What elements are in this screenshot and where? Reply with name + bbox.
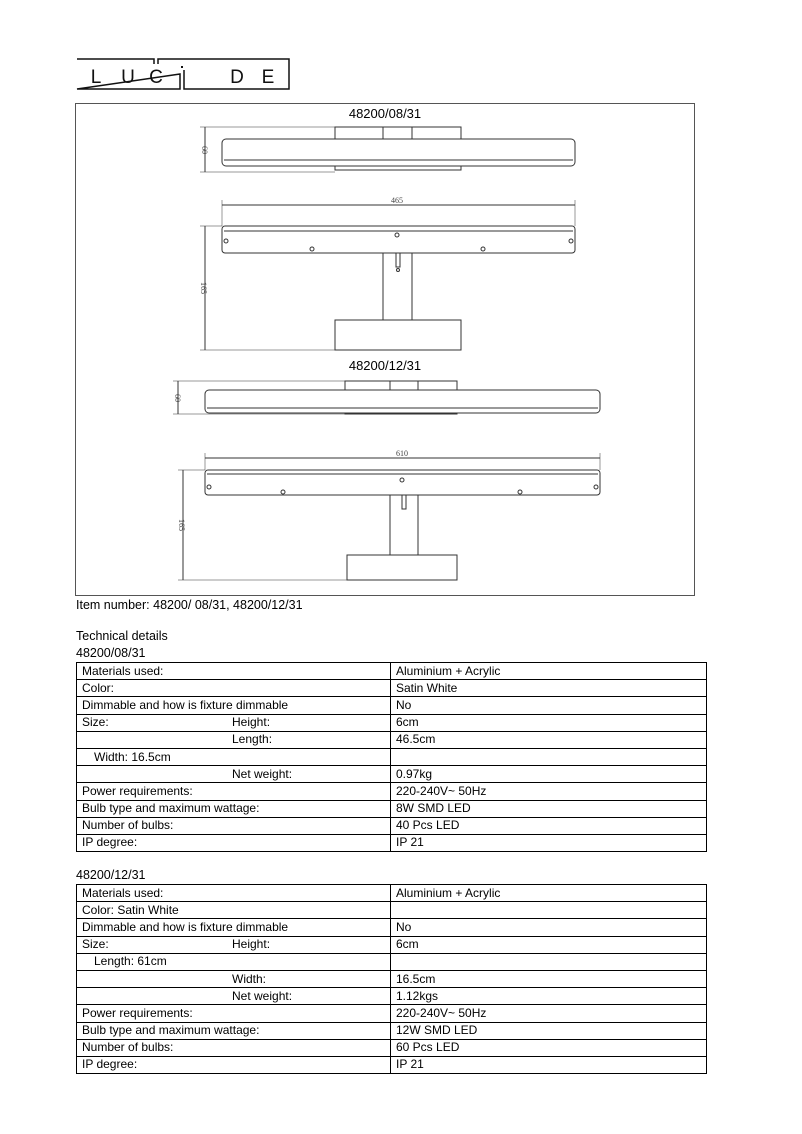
- spec-sublabel: Net weight:: [232, 988, 293, 1003]
- spec-value: IP 21: [391, 834, 707, 851]
- spec-value: [391, 748, 707, 765]
- spec-label: [77, 783, 391, 800]
- spec-value: IP 21: [391, 1056, 707, 1073]
- spec-label: [77, 953, 391, 970]
- spec-sublabel: Height:: [232, 937, 271, 952]
- spec-label-text: Dimmable and how is fixture dimmable: [82, 697, 289, 712]
- svg-text:U: U: [121, 67, 135, 88]
- spec-value: 46.5cm: [391, 731, 707, 748]
- spec-label-text: Materials used:: [82, 663, 164, 678]
- spec-sublabel: Width:: [232, 971, 267, 986]
- spec-value: Satin White: [391, 680, 707, 697]
- table-row: [77, 766, 707, 783]
- spec-label: [77, 1005, 391, 1022]
- spec-label: [77, 902, 391, 919]
- spec-label: [77, 936, 391, 953]
- table-heading-1: 48200/08/31: [76, 646, 146, 660]
- spec-value: 8W SMD LED: [391, 800, 707, 817]
- spec-label-text: Power requirements:: [82, 783, 193, 798]
- spec-label: [77, 1022, 391, 1039]
- spec-table-2: [76, 884, 707, 1074]
- depth-dim-2: 165: [177, 519, 186, 531]
- spec-label-text: Size:: [82, 715, 109, 730]
- spec-label: [77, 680, 391, 697]
- spec-value: [391, 902, 707, 919]
- table-row: [77, 988, 707, 1005]
- table-row: [77, 936, 707, 953]
- top-view-1: [200, 127, 575, 172]
- table-row: [77, 919, 707, 936]
- spec-value: 220-240V~ 50Hz: [391, 1005, 707, 1022]
- table-row: [77, 783, 707, 800]
- spec-label: [77, 1056, 391, 1073]
- spec-label-text: IP degree:: [82, 835, 138, 850]
- spec-value: 6cm: [391, 714, 707, 731]
- spec-label: [77, 919, 391, 936]
- table-row: [77, 1056, 707, 1073]
- spec-label-text: Number of bulbs:: [82, 1040, 174, 1055]
- table-row: [77, 834, 707, 851]
- svg-text:C: C: [149, 67, 163, 88]
- drawing-title-1: 48200/08/31: [348, 106, 422, 121]
- table-row: [77, 697, 707, 714]
- table-row: [77, 680, 707, 697]
- spec-label: [77, 834, 391, 851]
- spec-value: Aluminium + Acrylic: [391, 885, 707, 902]
- spec-label: [77, 748, 391, 765]
- spec-label-text: Bulb type and maximum wattage:: [82, 801, 260, 816]
- spec-label-text: Color: Satin White: [82, 902, 179, 917]
- spec-sublabel: Net weight:: [232, 766, 293, 781]
- height-dim-2: 60: [173, 394, 182, 402]
- table-row: [77, 800, 707, 817]
- spec-label: [77, 766, 391, 783]
- spec-value: 0.97kg: [391, 766, 707, 783]
- spec-value: No: [391, 697, 707, 714]
- table-row: [77, 1022, 707, 1039]
- spec-label: [77, 817, 391, 834]
- spec-value: 6cm: [391, 936, 707, 953]
- svg-text:E: E: [261, 67, 275, 88]
- spec-label: [77, 970, 391, 987]
- spec-label-text: Bulb type and maximum wattage:: [82, 1023, 260, 1038]
- spec-value: [391, 953, 707, 970]
- spec-value: 40 Pcs LED: [391, 817, 707, 834]
- spec-label: [77, 988, 391, 1005]
- side-view-2: [178, 453, 600, 580]
- spec-label: [77, 800, 391, 817]
- spec-value: Aluminium + Acrylic: [391, 663, 707, 680]
- top-view-2: [173, 381, 600, 414]
- table-row: [77, 748, 707, 765]
- table-row: [77, 953, 707, 970]
- spec-value: No: [391, 919, 707, 936]
- spec-label-text: Materials used:: [82, 885, 164, 900]
- spec-value: 12W SMD LED: [391, 1022, 707, 1039]
- item-number: Item number: 48200/ 08/31, 48200/12/31: [76, 598, 303, 612]
- spec-label-text: Size:: [82, 937, 109, 952]
- table-heading-2: 48200/12/31: [76, 868, 146, 882]
- table-row: [77, 902, 707, 919]
- table-row: [77, 970, 707, 987]
- spec-label-text: Length: 61cm: [94, 954, 167, 969]
- spec-label: [77, 697, 391, 714]
- spec-value: 16.5cm: [391, 970, 707, 987]
- svg-text:L: L: [90, 67, 102, 88]
- spec-sublabel: Length:: [232, 732, 273, 747]
- spec-value: 220-240V~ 50Hz: [391, 783, 707, 800]
- table-row: [77, 714, 707, 731]
- spec-sublabel: Height:: [232, 715, 271, 730]
- table-row: [77, 817, 707, 834]
- spec-label-text: Dimmable and how is fixture dimmable: [82, 919, 289, 934]
- drawing-title-2: 48200/12/31: [348, 358, 422, 373]
- length-dim-1: 465: [391, 196, 403, 205]
- table-row: [77, 731, 707, 748]
- table-row: [77, 1039, 707, 1056]
- spec-label: [77, 885, 391, 902]
- spec-table-1: [76, 662, 707, 852]
- spec-value: 1.12kgs: [391, 988, 707, 1005]
- table-row: [77, 663, 707, 680]
- table-row: [77, 1005, 707, 1022]
- spec-label: [77, 663, 391, 680]
- spec-label-text: Color:: [82, 680, 115, 695]
- length-dim-2: 610: [396, 449, 408, 458]
- spec-value: 60 Pcs LED: [391, 1039, 707, 1056]
- spec-label: [77, 731, 391, 748]
- side-view-1: [200, 200, 575, 350]
- technical-details-heading: Technical details: [76, 629, 168, 643]
- spec-label: [77, 1039, 391, 1056]
- spec-label-text: Power requirements:: [82, 1005, 193, 1020]
- spec-label-text: Number of bulbs:: [82, 818, 174, 833]
- depth-dim-1: 165: [199, 282, 208, 294]
- spec-label-text: Width: 16.5cm: [94, 749, 171, 764]
- svg-text:D: D: [230, 67, 244, 88]
- spec-label: [77, 714, 391, 731]
- height-dim-1: 60: [200, 146, 209, 154]
- spec-label-text: IP degree:: [82, 1057, 138, 1072]
- table-row: [77, 885, 707, 902]
